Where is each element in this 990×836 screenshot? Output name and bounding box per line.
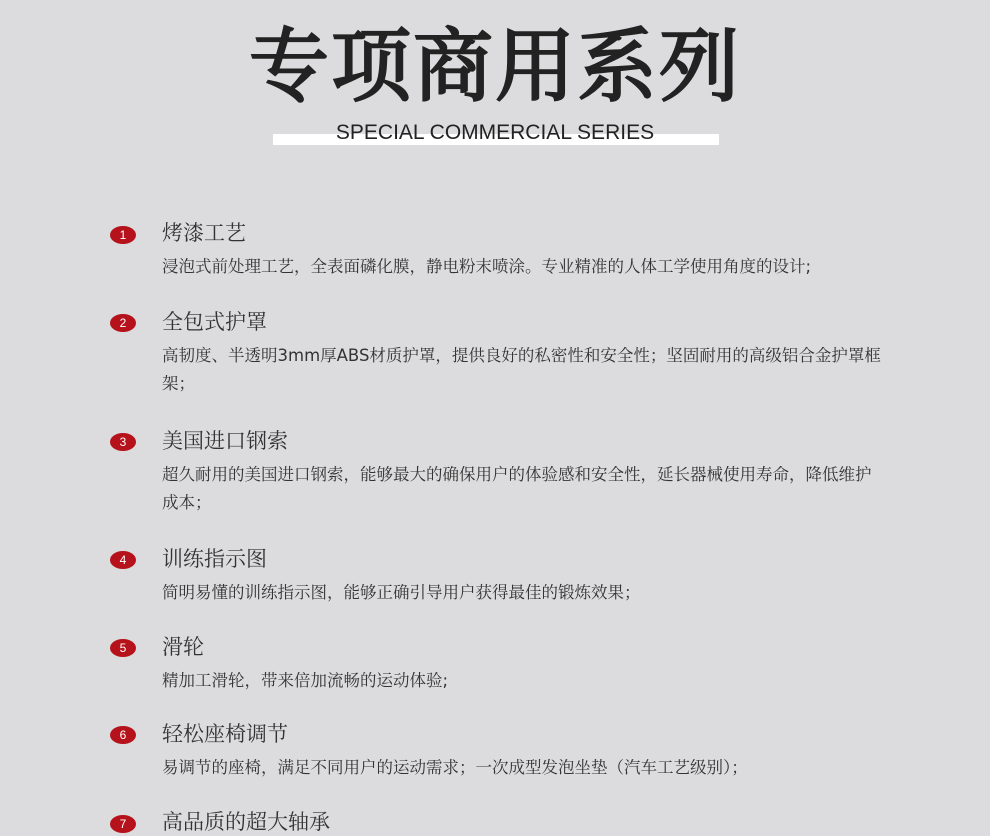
feature-title: 训练指示图	[162, 547, 267, 571]
feature-description: 高韧度、半透明3mm厚ABS材质护罩，提供良好的私密性和安全性；坚固耐用的高级铝合金护罩框架；	[162, 346, 881, 393]
feature-title: 高品质的超大轴承	[162, 810, 330, 834]
feature-number-badge: 6	[110, 726, 136, 744]
page-subtitle: SPECIAL COMMERCIAL SERIES	[335, 121, 655, 144]
feature-number-badge: 3	[110, 433, 136, 451]
feature-title: 滑轮	[162, 635, 204, 659]
feature-title: 全包式护罩	[162, 310, 267, 334]
feature-number-badge: 2	[110, 314, 136, 332]
feature-description: 简明易懂的训练指示图，能够正确引导用户获得最佳的锻炼效果；	[162, 583, 641, 602]
feature-description: 浸泡式前处理工艺，全表面磷化膜，静电粉末喷涂。专业精准的人体工学使用角度的设计;	[162, 257, 812, 276]
feature-description: 超久耐用的美国进口钢索，能够最大的确保用户的体验感和安全性，延长器械使用寿命，降低维护成本；	[162, 465, 872, 512]
feature-number-badge: 7	[110, 815, 136, 833]
feature-description: 精加工滑轮，带来倍加流畅的运动体验;	[162, 671, 449, 690]
page-title: 专项商用系列	[249, 20, 741, 113]
feature-title: 轻松座椅调节	[162, 722, 288, 746]
feature-number-badge: 4	[110, 551, 136, 569]
feature-title: 烤漆工艺	[162, 221, 246, 245]
feature-number-badge: 5	[110, 639, 136, 657]
feature-description: 易调节的座椅，满足不同用户的运动需求；一次成型发泡坐垫（汽车工艺级别）；	[162, 758, 748, 777]
feature-title: 美国进口钢索	[162, 429, 288, 453]
feature-number-badge: 1	[110, 226, 136, 244]
